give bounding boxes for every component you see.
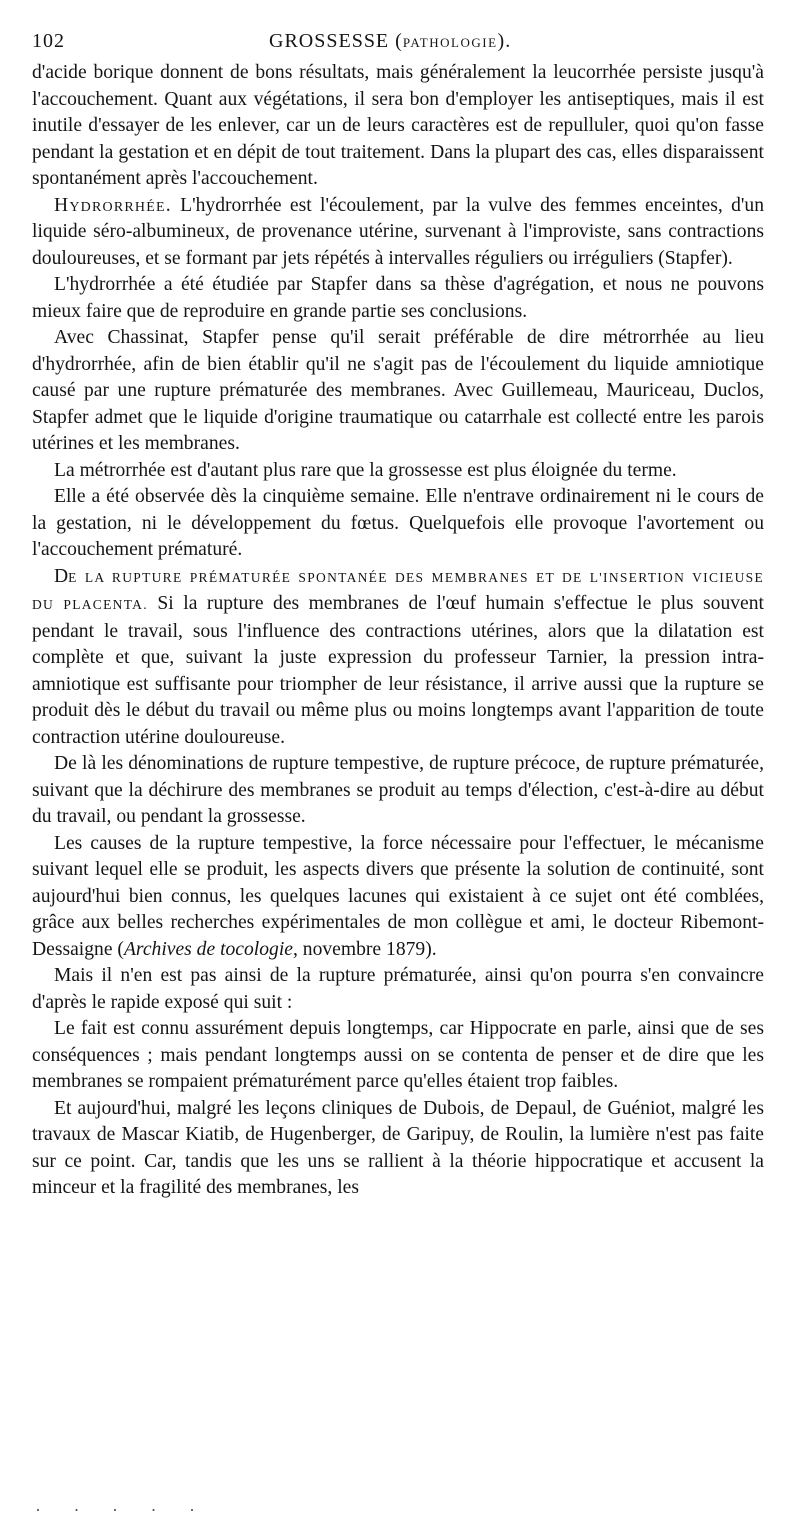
paragraph-11: Le fait est connu assurément depuis longtemps, car Hippocrate en parle, ainsi que de ses conséquences ; mais pendant longtemps aussi on se contenta de penser et de dire que les membranes se rompaient prématurément parce qu'elles étaient trop faibles. (32, 1018, 764, 1092)
paragraph-6: Elle a été observée dès la cinquième semaine. Elle n'entrave ordinairement ni le cours de la gestation, ni le développement du fœtus. Quelquefois elle provoque l'avortement ou l'accouchement prématuré. (32, 486, 764, 560)
paragraph-hydrorrhee (32, 193, 764, 273)
book-page (32, 30, 764, 1202)
paragraph-4: Avec Chassinat, Stapfer pense qu'il serait préférable de dire métrorrhée au lieu d'hydrorrhée, afin de bien établir qu'il ne s'agit pas de l'écoulement du liquide amniotique causé par une rupture prématurée des membranes. Avec Guillemeau, Mauriceau, Duclos, Stapfer admet que le liquide d'origine traumatique ou catarrhale est collecté entre les parois utérines et les membranes. (32, 327, 764, 454)
running-title-main: GROSSESSE (269, 30, 390, 52)
running-title-open: ( (389, 30, 403, 52)
section-heading-rupture-initial: D (54, 565, 69, 587)
paragraph-1: d'acide borique donnent de bons résultats, mais généralement la leucorrhée persiste jusqu'à l'accouchement. Quant aux végétations, il sera bon d'employer les antiseptiques, mais il est inutile d'essayer de les enlever, car un de leurs caractères est de repulluler, quoi qu'on fasse pendant la gestation et en dépit de tout traitement. Dans la plupart des cas, elles disparaissent spontanément après l'accouchement. (32, 62, 764, 189)
paragraph-rupture-text: Si la rupture des membranes de l'œuf humain s'effectue le plus souvent pendant le travail, sous l'influence des contractions utérines, alors que la dilatation est complète et que, suivant la juste expression du professeur Tarnier, la pression intra-amniotique est suffisante pour triompher de leur résistance, il arrive aussi que la rupture se produit dès le début du travail ou même plus ou moins longtemps avant l'apparition de toute contraction utérine douloureuse. (32, 593, 764, 748)
paragraph-9-text-a: Les causes de la rupture tempestive, la force nécessaire pour l'effectuer, le mécanisme suivant lequel elle se produit, les aspects divers que présente la solution de continuité, sont aujourd'hui bien connus, les quelques lacunes qui existaient à ce sujet ont été comblées, grâce aux belles recherches expérimentales de mon collègue et ami, le docteur Ribemont-Dessaigne ( (32, 832, 764, 960)
paragraph-9-text-b: , novembre 1879). (292, 938, 437, 960)
section-heading-rupture-rest: E LA RUPTURE PRÉMATURÉE SPONTANÉE DES MEMBRANES ET DE L'INSERTION VICIEUSE DU PLACENTA. (32, 569, 764, 612)
footer-print-marks: · · · · · (35, 1500, 209, 1520)
body-text (32, 60, 764, 1202)
section-heading-hydrorrhee: Hydrorrhée. (54, 194, 172, 216)
paragraph-9 (32, 831, 764, 964)
journal-title: Archives de tocologie (123, 938, 293, 960)
running-title-sub: PATHOLOGIE (402, 35, 498, 50)
paragraph-3: L'hydrorrhée a été étudiée par Stapfer dans sa thèse d'agrégation, et nous ne pouvons mieux faire que de reproduire en grande partie ses conclusions. (32, 274, 764, 322)
running-title (269, 30, 511, 53)
paragraph-rupture (32, 564, 764, 752)
paragraph-hydrorrhee-text: L'hydrorrhée est l'écoulement, par la vulve des femmes enceintes, d'un liquide séro-albumineux, de provenance utérine, survenant à l'improviste, sans contractions douloureuses, et se formant par jets répétés à intervalles réguliers ou irréguliers (Stapfer). (32, 194, 764, 269)
paragraph-8: De là les dénominations de rupture tempestive, de rupture précoce, de rupture prématurée, suivant que la déchirure des membranes se produit au temps d'élection, c'est-à-dire au début du travail, ou pendant la grossesse. (32, 753, 764, 827)
paragraph-5: La métrorrhée est d'autant plus rare que la grossesse est plus éloignée du terme. (54, 459, 677, 481)
running-title-close: ). (497, 30, 512, 52)
paragraph-10: Mais il n'en est pas ainsi de la rupture prématurée, ainsi qu'on pourra s'en convaincre d'après le rapide exposé qui suit : (32, 965, 764, 1013)
paragraph-12: Et aujourd'hui, malgré les leçons cliniques de Dubois, de Depaul, de Guéniot, malgré les travaux de Mascar Kiatib, de Hugenberger, de Garipuy, de Roulin, la lumière n'est pas faite sur ce point. Car, tandis que les uns se rallient à la théorie hippocratique et accusent la minceur et la fragilité des membranes, les (32, 1097, 764, 1198)
page-number: 102 (32, 30, 65, 52)
running-header (32, 30, 764, 60)
